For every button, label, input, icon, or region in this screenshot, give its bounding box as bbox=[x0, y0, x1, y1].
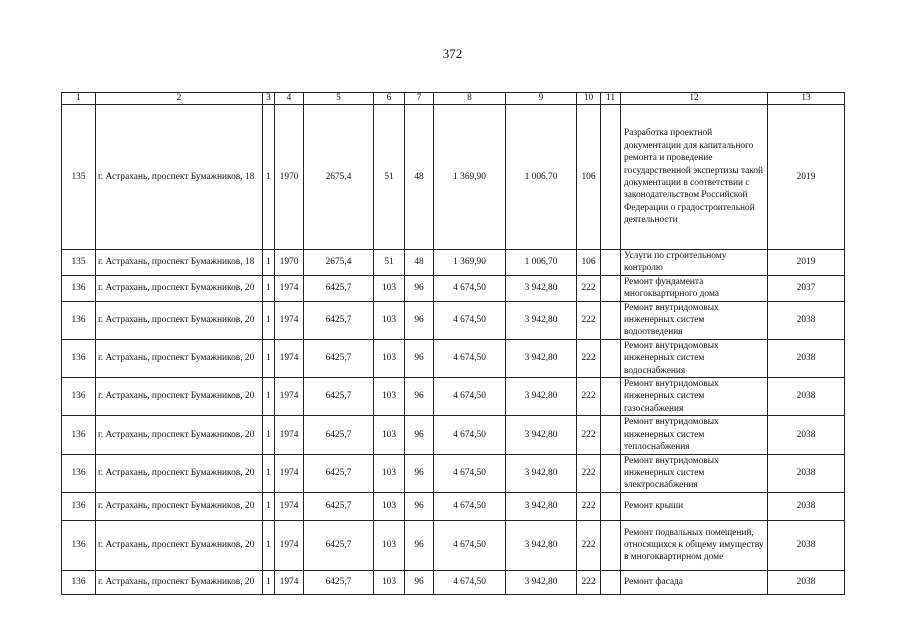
cell-col8: 4 674,50 bbox=[434, 570, 506, 594]
cell-total-area: 6425,7 bbox=[304, 275, 374, 301]
cell-col6: 103 bbox=[374, 520, 405, 570]
cell-build-year: 1974 bbox=[275, 454, 304, 492]
cell-col7: 96 bbox=[405, 416, 434, 454]
cell-total-area: 2675,4 bbox=[304, 250, 374, 276]
cell-build-year: 1974 bbox=[275, 570, 304, 594]
cell-row-number: 136 bbox=[62, 492, 96, 520]
cell-work-type: Ремонт внутридомовых инженерных систем электроснабжения bbox=[621, 454, 768, 492]
cell-col7: 96 bbox=[405, 520, 434, 570]
cell-work-type: Ремонт внутридомовых инженерных систем теплоснабжения bbox=[621, 416, 768, 454]
cell-total-area: 6425,7 bbox=[304, 492, 374, 520]
cell-address: г. Астрахань, проспект Бумажников, 20 bbox=[96, 378, 263, 416]
cell-row-number: 136 bbox=[62, 570, 96, 594]
cell-col6: 51 bbox=[374, 250, 405, 276]
cell-col8: 4 674,50 bbox=[434, 520, 506, 570]
cell-term-year: 2038 bbox=[768, 492, 845, 520]
cell-term-year: 2037 bbox=[768, 275, 845, 301]
cell-row-number: 136 bbox=[62, 339, 96, 377]
cell-total-area: 6425,7 bbox=[304, 570, 374, 594]
cell-total-area: 6425,7 bbox=[304, 339, 374, 377]
cell-term-year: 2038 bbox=[768, 570, 845, 594]
cell-col3: 1 bbox=[263, 339, 275, 377]
cell-term-year: 2019 bbox=[768, 250, 845, 276]
cell-work-type: Услуги по строительному контролю bbox=[621, 250, 768, 276]
cell-col8: 4 674,50 bbox=[434, 378, 506, 416]
cell-col11 bbox=[601, 301, 621, 339]
cell-col9: 3 942,80 bbox=[506, 301, 577, 339]
cell-term-year: 2038 bbox=[768, 520, 845, 570]
cell-build-year: 1974 bbox=[275, 416, 304, 454]
cell-col8: 1 369,90 bbox=[434, 105, 506, 250]
capital-repair-table bbox=[61, 92, 845, 595]
cell-col7: 96 bbox=[405, 570, 434, 594]
cell-col10: 222 bbox=[577, 416, 601, 454]
table-row bbox=[62, 105, 845, 250]
cell-col11 bbox=[601, 416, 621, 454]
cell-col11 bbox=[601, 454, 621, 492]
cell-col10: 222 bbox=[577, 275, 601, 301]
cell-row-number: 135 bbox=[62, 250, 96, 276]
table-row bbox=[62, 492, 845, 520]
cell-col9: 1 006,70 bbox=[506, 250, 577, 276]
cell-build-year: 1974 bbox=[275, 520, 304, 570]
cell-col11 bbox=[601, 570, 621, 594]
cell-build-year: 1974 bbox=[275, 275, 304, 301]
cell-col3: 1 bbox=[263, 454, 275, 492]
cell-term-year: 2038 bbox=[768, 378, 845, 416]
column-header: 3 bbox=[263, 93, 275, 105]
cell-work-type: Разработка проектной документации для капитального ремонта и проведение государственной экспертизы такой документации в соответствии с законодательством Российской Федерации о градостроительной деятельности bbox=[621, 105, 768, 250]
page-number: 372 bbox=[442, 46, 463, 61]
cell-col6: 103 bbox=[374, 378, 405, 416]
cell-col3: 1 bbox=[263, 275, 275, 301]
column-header: 5 bbox=[304, 93, 374, 105]
cell-col8: 4 674,50 bbox=[434, 301, 506, 339]
cell-col7: 96 bbox=[405, 301, 434, 339]
cell-col8: 1 369,90 bbox=[434, 250, 506, 276]
cell-col3: 1 bbox=[263, 105, 275, 250]
table-row bbox=[62, 339, 845, 377]
table-row bbox=[62, 520, 845, 570]
column-header: 13 bbox=[768, 93, 845, 105]
cell-address: г. Астрахань, проспект Бумажников, 20 bbox=[96, 416, 263, 454]
cell-col10: 222 bbox=[577, 378, 601, 416]
table-row bbox=[62, 301, 845, 339]
cell-total-area: 6425,7 bbox=[304, 520, 374, 570]
table-row bbox=[62, 416, 845, 454]
column-header: 10 bbox=[577, 93, 601, 105]
cell-col9: 3 942,80 bbox=[506, 416, 577, 454]
cell-col7: 48 bbox=[405, 105, 434, 250]
cell-address: г. Астрахань, проспект Бумажников, 20 bbox=[96, 301, 263, 339]
cell-col8: 4 674,50 bbox=[434, 416, 506, 454]
cell-total-area: 6425,7 bbox=[304, 378, 374, 416]
cell-col7: 96 bbox=[405, 339, 434, 377]
cell-row-number: 136 bbox=[62, 378, 96, 416]
cell-address: г. Астрахань, проспект Бумажников, 20 bbox=[96, 454, 263, 492]
cell-col9: 3 942,80 bbox=[506, 275, 577, 301]
table-row bbox=[62, 454, 845, 492]
cell-col9: 3 942,80 bbox=[506, 454, 577, 492]
cell-total-area: 6425,7 bbox=[304, 454, 374, 492]
cell-col7: 96 bbox=[405, 454, 434, 492]
cell-address: г. Астрахань, проспект Бумажников, 18 bbox=[96, 250, 263, 276]
cell-col9: 3 942,80 bbox=[506, 520, 577, 570]
cell-work-type: Ремонт внутридомовых инженерных систем водоотведения bbox=[621, 301, 768, 339]
cell-build-year: 1974 bbox=[275, 301, 304, 339]
cell-col7: 96 bbox=[405, 378, 434, 416]
column-header: 11 bbox=[601, 93, 621, 105]
cell-address: г. Астрахань, проспект Бумажников, 20 bbox=[96, 492, 263, 520]
cell-col9: 1 006,70 bbox=[506, 105, 577, 250]
cell-col9: 3 942,80 bbox=[506, 378, 577, 416]
column-header: 6 bbox=[374, 93, 405, 105]
cell-col9: 3 942,80 bbox=[506, 492, 577, 520]
cell-build-year: 1974 bbox=[275, 378, 304, 416]
cell-col8: 4 674,50 bbox=[434, 454, 506, 492]
cell-term-year: 2038 bbox=[768, 454, 845, 492]
cell-address: г. Астрахань, проспект Бумажников, 20 bbox=[96, 339, 263, 377]
cell-col9: 3 942,80 bbox=[506, 570, 577, 594]
cell-col11 bbox=[601, 378, 621, 416]
cell-work-type: Ремонт фундамента многоквартирного дома bbox=[621, 275, 768, 301]
column-header: 7 bbox=[405, 93, 434, 105]
cell-col8: 4 674,50 bbox=[434, 275, 506, 301]
cell-row-number: 136 bbox=[62, 454, 96, 492]
cell-col10: 222 bbox=[577, 339, 601, 377]
cell-col11 bbox=[601, 250, 621, 276]
cell-col6: 103 bbox=[374, 570, 405, 594]
cell-col6: 103 bbox=[374, 454, 405, 492]
cell-address: г. Астрахань, проспект Бумажников, 18 bbox=[96, 105, 263, 250]
cell-col6: 103 bbox=[374, 492, 405, 520]
cell-row-number: 136 bbox=[62, 520, 96, 570]
table-row bbox=[62, 275, 845, 301]
cell-col6: 103 bbox=[374, 301, 405, 339]
cell-row-number: 136 bbox=[62, 275, 96, 301]
column-header: 1 bbox=[62, 93, 96, 105]
cell-col3: 1 bbox=[263, 301, 275, 339]
cell-address: г. Астрахань, проспект Бумажников, 20 bbox=[96, 570, 263, 594]
table-body bbox=[62, 93, 845, 595]
cell-work-type: Ремонт внутридомовых инженерных систем газоснабжения bbox=[621, 378, 768, 416]
cell-col3: 1 bbox=[263, 520, 275, 570]
cell-row-number: 135 bbox=[62, 105, 96, 250]
table-row bbox=[62, 250, 845, 276]
cell-work-type: Ремонт крыши bbox=[621, 492, 768, 520]
cell-col3: 1 bbox=[263, 378, 275, 416]
cell-build-year: 1974 bbox=[275, 339, 304, 377]
cell-build-year: 1970 bbox=[275, 105, 304, 250]
column-header: 2 bbox=[96, 93, 263, 105]
cell-build-year: 1974 bbox=[275, 492, 304, 520]
cell-col3: 1 bbox=[263, 492, 275, 520]
cell-address: г. Астрахань, проспект Бумажников, 20 bbox=[96, 275, 263, 301]
table-row bbox=[62, 378, 845, 416]
cell-work-type: Ремонт внутридомовых инженерных систем водоснабжения bbox=[621, 339, 768, 377]
column-header: 8 bbox=[434, 93, 506, 105]
cell-col9: 3 942,80 bbox=[506, 339, 577, 377]
cell-term-year: 2019 bbox=[768, 105, 845, 250]
cell-build-year: 1970 bbox=[275, 250, 304, 276]
cell-col10: 222 bbox=[577, 454, 601, 492]
cell-col11 bbox=[601, 492, 621, 520]
cell-col11 bbox=[601, 339, 621, 377]
cell-term-year: 2038 bbox=[768, 301, 845, 339]
header-row bbox=[62, 93, 845, 105]
cell-work-type: Ремонт подвальных помещений, относящихся к общему имуществу в многоквартирном доме bbox=[621, 520, 768, 570]
cell-col3: 1 bbox=[263, 570, 275, 594]
cell-address: г. Астрахань, проспект Бумажников, 20 bbox=[96, 520, 263, 570]
cell-col10: 106 bbox=[577, 250, 601, 276]
cell-col11 bbox=[601, 275, 621, 301]
cell-col7: 96 bbox=[405, 275, 434, 301]
cell-col8: 4 674,50 bbox=[434, 339, 506, 377]
cell-col3: 1 bbox=[263, 416, 275, 454]
cell-col6: 103 bbox=[374, 339, 405, 377]
cell-total-area: 2675,4 bbox=[304, 105, 374, 250]
cell-col3: 1 bbox=[263, 250, 275, 276]
cell-col11 bbox=[601, 105, 621, 250]
cell-total-area: 6425,7 bbox=[304, 416, 374, 454]
cell-col10: 222 bbox=[577, 301, 601, 339]
cell-row-number: 136 bbox=[62, 301, 96, 339]
cell-term-year: 2038 bbox=[768, 416, 845, 454]
cell-col6: 103 bbox=[374, 416, 405, 454]
table-row bbox=[62, 570, 845, 594]
cell-col6: 51 bbox=[374, 105, 405, 250]
cell-col10: 222 bbox=[577, 570, 601, 594]
cell-col10: 222 bbox=[577, 492, 601, 520]
cell-col11 bbox=[601, 520, 621, 570]
cell-row-number: 136 bbox=[62, 416, 96, 454]
cell-col8: 4 674,50 bbox=[434, 492, 506, 520]
cell-col7: 48 bbox=[405, 250, 434, 276]
column-header: 9 bbox=[506, 93, 577, 105]
column-header: 4 bbox=[275, 93, 304, 105]
cell-term-year: 2038 bbox=[768, 339, 845, 377]
cell-work-type: Ремонт фасада bbox=[621, 570, 768, 594]
cell-col6: 103 bbox=[374, 275, 405, 301]
cell-col7: 96 bbox=[405, 492, 434, 520]
cell-col10: 106 bbox=[577, 105, 601, 250]
cell-col10: 222 bbox=[577, 520, 601, 570]
column-header: 12 bbox=[621, 93, 768, 105]
cell-total-area: 6425,7 bbox=[304, 301, 374, 339]
